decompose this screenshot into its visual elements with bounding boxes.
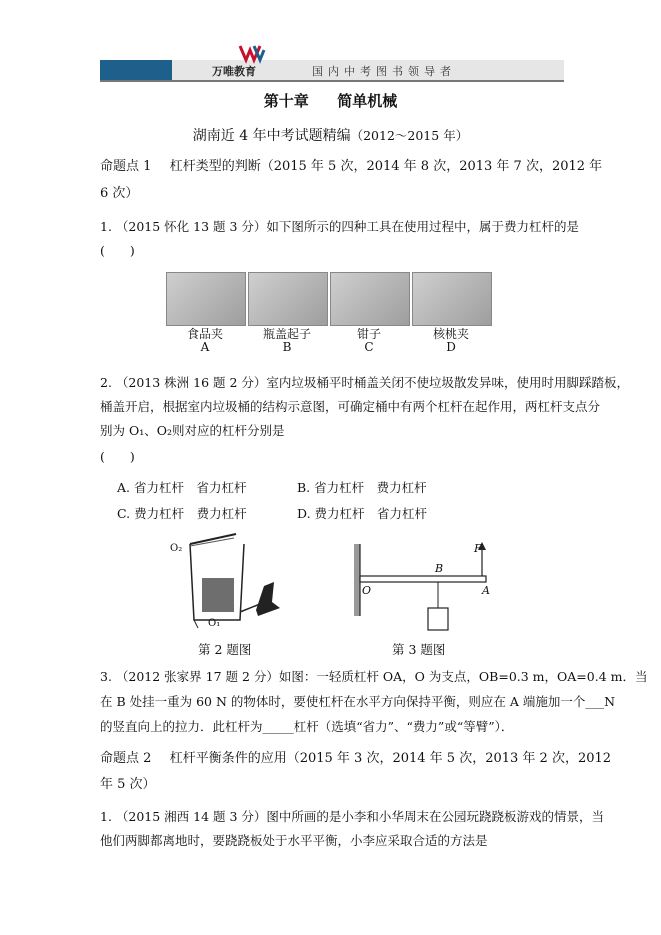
page-header (100, 44, 564, 80)
q2-option-c: C. 费力杠杆 费力杠杆 (117, 506, 247, 521)
q4-stem-line1: 1. （2015 湘西 14 题 3 分）图中所画的是小李和小华周末在公园玩跷跷板游戏的情景，当 (100, 809, 604, 824)
q1-stem: 1. （2015 怀化 13 题 3 分）如下图所示的四种工具在使用过程中，属于费力杠杆的是 (100, 219, 579, 234)
tool-label-d: 核桃夹 D (432, 327, 469, 354)
fig3-label-a: A (482, 584, 490, 597)
q2-stem-line1: 2. （2013 株洲 16 题 2 分）室内垃圾桶平时桶盖关闭不使垃圾散发异味，使用时用脚踩踏板， (100, 375, 629, 390)
q2-stem-line3: 别为 O₁、O₂则对应的杠杆分别是 (100, 423, 285, 438)
logo-text: 万唯教育 (212, 65, 256, 78)
tool-label-c: 钳子 C (356, 327, 381, 354)
fig3-label-b: B (435, 562, 444, 575)
topic1-heading (100, 158, 602, 176)
topic1-text-cont: 6 次） (100, 186, 139, 201)
chapter-name: 简单机械 (337, 92, 398, 110)
trash-can-figure (168, 532, 292, 632)
q3-stem-line2: 在 B 处挂一重为 60 N 的物体时，要使杠杆在水平方向保持平衡，则应在 A 端施加一个___N (100, 694, 616, 709)
header-accent (100, 60, 172, 80)
q3-stem-line3: 的竖直向上的拉力．此杠杆为_____杠杆（选填“省力”、“费力”或“等臂”）． (100, 719, 514, 734)
fig2-label-o1: O₁ (208, 618, 221, 629)
topic1-label: 命题点 1 (100, 159, 152, 174)
fig3-label-f: F (474, 542, 482, 555)
q2-stem-line2: 桶盖开启，根据室内垃圾桶的结构示意图，可确定桶中有两个杠杆在起作用，两杠杆支点分 (100, 399, 601, 414)
topic2-text-cont: 年 5 次） (100, 777, 156, 792)
fig3-label-o: O (362, 584, 372, 597)
q2-option-a: A. 省力杠杆 省力杠杆 (117, 480, 247, 495)
topic2-text: 杠杆平衡条件的应用（2015 年 3 次，2014 年 5 次，2013 年 2 次，2012 (169, 751, 612, 766)
q4-stem-line2: 他们两脚都离地时，要跷跷板处于水平平衡，小李应采取合适的方法是 (100, 833, 488, 848)
topic2-label: 命题点 2 (100, 751, 152, 766)
topic1-text: 杠杆类型的判断（2015 年 5 次，2014 年 8 次，2013 年 7 次，2012 年 (169, 159, 603, 174)
subtitle-years: （2012～2015 年） (350, 128, 469, 143)
tool-photo-d (412, 272, 492, 326)
q2-option-b: B. 省力杠杆 费力杠杆 (297, 480, 427, 495)
tool-label-a: 食品夹 A (186, 327, 223, 354)
tool-label-b: 瓶盖起子 B (262, 327, 311, 354)
q1-tools-figure (166, 272, 496, 356)
chapter-number: 第十章 (263, 92, 309, 110)
header-slogan: 国内中考图书领导者 (312, 65, 456, 78)
chapter-title (0, 90, 661, 111)
q1-answer-blank: ( ) (100, 243, 135, 258)
fig3-caption: 第 3 题图 (392, 642, 446, 657)
tool-photo-b (248, 272, 328, 326)
q3-stem-line1: 3. （2012 张家界 17 题 2 分）如图：一轻质杠杆 OA，O 为支点，OB=0.3 m，OA=0.4 m．当 (100, 669, 648, 684)
q2-option-d: D. 费力杠杆 省力杠杆 (297, 506, 428, 521)
tool-photo-a (166, 272, 246, 326)
tool-photo-c (330, 272, 410, 326)
q2-answer-blank: ( ) (100, 449, 135, 464)
topic2-heading (100, 750, 611, 768)
subtitle-main: 湖南近 4 年中考试题精编 (192, 128, 351, 144)
section-subtitle (0, 125, 661, 145)
fig2-caption: 第 2 题图 (198, 642, 252, 657)
fig2-label-o2: O₂ (170, 543, 183, 554)
